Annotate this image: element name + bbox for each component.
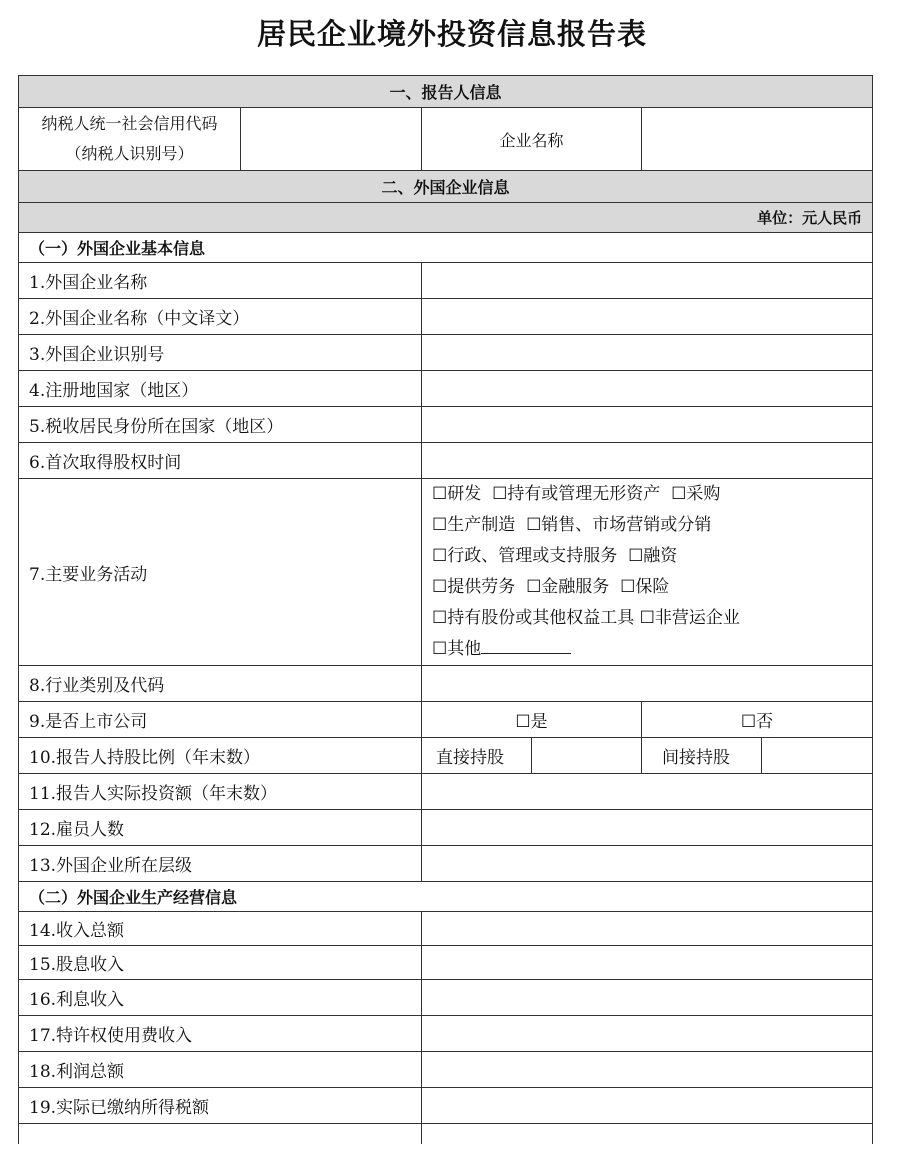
item-label: 14.收入总额 (19, 912, 422, 946)
unit-row (19, 203, 873, 233)
item-label: 3.外国企业识别号 (19, 335, 422, 371)
subsection-operation (19, 882, 873, 912)
section-foreign-title: 二、外国企业信息 (19, 171, 873, 203)
activities-options (422, 479, 873, 666)
table-row (19, 263, 873, 299)
table-row (19, 946, 873, 980)
activity-insurance-checkbox[interactable]: ☐保险 (620, 577, 670, 597)
activity-manufacturing-checkbox[interactable]: ☐生产制造 (432, 515, 516, 535)
item-label: 17.特许权使用费收入 (19, 1016, 422, 1052)
report-form-table (18, 75, 873, 1144)
table-row (19, 738, 873, 774)
listed-no-checkbox[interactable]: ☐否 (642, 702, 873, 738)
registration-country-field[interactable] (422, 371, 873, 407)
company-name-label: 企业名称 (422, 108, 642, 171)
table-row (19, 980, 873, 1016)
table-row (19, 371, 873, 407)
table-row (19, 912, 873, 946)
royalty-income-field[interactable] (422, 1016, 873, 1052)
activity-admin-checkbox[interactable]: ☐行政、管理或支持服务 (432, 546, 618, 566)
income-tax-paid-field[interactable] (422, 1088, 873, 1124)
listed-yes-checkbox[interactable]: ☐是 (422, 702, 642, 738)
table-row (19, 479, 873, 666)
foreign-id-field[interactable] (422, 335, 873, 371)
taxid-field[interactable] (241, 108, 422, 171)
total-profit-field[interactable] (422, 1052, 873, 1088)
tax-residence-country-field[interactable] (422, 407, 873, 443)
activity-rd-checkbox[interactable]: ☐研发 (432, 484, 482, 504)
table-row (19, 810, 873, 846)
subsection-basic-title: （一）外国企业基本信息 (19, 233, 873, 263)
item-label: 9.是否上市公司 (19, 702, 422, 738)
table-row (19, 1016, 873, 1052)
activity-other-blank[interactable] (481, 635, 571, 654)
direct-holding-label: 直接持股 (422, 738, 532, 774)
activities-line (432, 479, 862, 510)
activities-line (432, 634, 862, 665)
activity-financing-checkbox[interactable]: ☐融资 (628, 546, 678, 566)
subsection-operation-title: （二）外国企业生产经营信息 (19, 882, 873, 912)
foreign-name-field[interactable] (422, 263, 873, 299)
taxid-label-line1: 纳税人统一社会信用代码 (41, 114, 218, 133)
item-label: 5.税收居民身份所在国家（地区） (19, 407, 422, 443)
table-row (19, 1052, 873, 1088)
foreign-name-cn-field[interactable] (422, 299, 873, 335)
table-row (19, 443, 873, 479)
indirect-holding-label: 间接持股 (642, 738, 762, 774)
section-reporter-title: 一、报告人信息 (19, 76, 873, 108)
table-row-continued (19, 1124, 873, 1145)
tier-level-field[interactable] (422, 846, 873, 882)
activity-services-checkbox[interactable]: ☐提供劳务 (432, 577, 516, 597)
item-label: 15.股息收入 (19, 946, 422, 980)
activities-line (432, 541, 862, 572)
activities-line (432, 572, 862, 603)
dividend-income-field[interactable] (422, 946, 873, 980)
activity-sales-checkbox[interactable]: ☐销售、市场营销或分销 (526, 515, 712, 535)
activity-other-checkbox[interactable]: ☐其他 (432, 639, 482, 659)
section-foreign (19, 171, 873, 203)
continued-cell (422, 1124, 873, 1145)
table-row (19, 846, 873, 882)
item-label: 10.报告人持股比例（年末数） (19, 738, 422, 774)
company-name-field[interactable] (642, 108, 873, 171)
item-label: 12.雇员人数 (19, 810, 422, 846)
continued-cell (19, 1124, 422, 1145)
unit-label: 单位：元人民币 (19, 203, 873, 233)
table-row (19, 335, 873, 371)
taxid-label (19, 108, 241, 171)
item-label: 4.注册地国家（地区） (19, 371, 422, 407)
activities-line (432, 510, 862, 541)
employees-field[interactable] (422, 810, 873, 846)
total-income-field[interactable] (422, 912, 873, 946)
item-label: 16.利息收入 (19, 980, 422, 1016)
table-row (19, 702, 873, 738)
page-title: 居民企业境外投资信息报告表 (256, 17, 647, 51)
activities-line (432, 603, 862, 634)
activity-financial-services-checkbox[interactable]: ☐金融服务 (526, 577, 610, 597)
taxid-label-line2: （纳税人识别号） (65, 144, 194, 163)
item-label: 13.外国企业所在层级 (19, 846, 422, 882)
interest-income-field[interactable] (422, 980, 873, 1016)
item-label: 8.行业类别及代码 (19, 666, 422, 702)
item-label: 2.外国企业名称（中文译文） (19, 299, 422, 335)
subsection-basic (19, 233, 873, 263)
item-label: 7.主要业务活动 (19, 479, 422, 666)
first-equity-date-field[interactable] (422, 443, 873, 479)
table-row (19, 774, 873, 810)
section-reporter (19, 76, 873, 108)
table-row (19, 1088, 873, 1124)
activity-intangible-checkbox[interactable]: ☐持有或管理无形资产 (492, 484, 661, 504)
activity-purchase-checkbox[interactable]: ☐采购 (671, 484, 721, 504)
indirect-holding-field[interactable] (762, 738, 873, 774)
activity-non-operating-checkbox[interactable]: ☐非营运企业 (639, 608, 740, 628)
item-label: 1.外国企业名称 (19, 263, 422, 299)
table-row (19, 407, 873, 443)
item-label: 18.利润总额 (19, 1052, 422, 1088)
direct-holding-field[interactable] (532, 738, 642, 774)
activity-equity-holding-checkbox[interactable]: ☐持有股份或其他权益工具 (432, 608, 635, 628)
investment-amount-field[interactable] (422, 774, 873, 810)
reporter-row (19, 108, 873, 171)
item-label: 6.首次取得股权时间 (19, 443, 422, 479)
item-label: 19.实际已缴纳所得税额 (19, 1088, 422, 1124)
item-label: 11.报告人实际投资额（年末数） (19, 774, 422, 810)
table-row (19, 299, 873, 335)
industry-code-field[interactable] (422, 666, 873, 702)
table-row (19, 666, 873, 702)
